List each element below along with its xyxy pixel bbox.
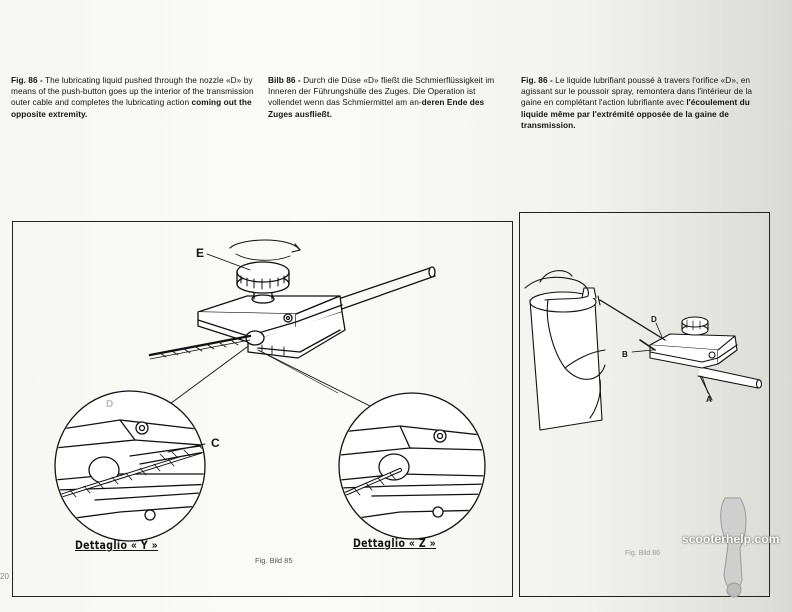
english-body: The lubricating liquid pushed through the nozzle «D» by means of the push-button goes up the interior of the transmission outer cable and completes the lubricating action bbox=[11, 75, 254, 108]
page-number: 20 bbox=[0, 572, 9, 581]
english-fig-lead: Fig. 86 - bbox=[11, 75, 43, 85]
german-body: Durch die Düse «D» fließt die Schmierflüssigkeit im Inneren der Führungshülle des Zuges. Die Operation ist vollendet wenn das Schmiermittel am an- bbox=[268, 75, 495, 108]
french-bold-tail: l'écoulement du liquide même par l'extrémité opposée de la gaine de transmission. bbox=[521, 97, 750, 130]
detail-z-drawing bbox=[339, 393, 490, 539]
part-label-d: D bbox=[651, 315, 657, 324]
detail-y-drawing bbox=[55, 391, 215, 541]
watermark-text: scooterhelp.com bbox=[682, 532, 780, 546]
german-fig-lead: Bilb 86 - bbox=[268, 75, 301, 85]
german-bold-tail: deren Ende des Zuges ausfließt. bbox=[268, 97, 485, 119]
french-body: Le liquide lubrifiant poussé à travers l'orifice «D», en agissant sur le poussoir spray, remontera dans l'intérieur de la gaine en complétant l'action lubrifiante avec bbox=[521, 75, 753, 108]
watermark-scooter-logo bbox=[721, 498, 746, 597]
english-bold-tail: coming out the opposite extremity. bbox=[11, 97, 252, 119]
part-label-c: C bbox=[211, 436, 220, 450]
french-fig-lead: Fig. 86 - bbox=[521, 75, 553, 85]
part-label-a: A bbox=[706, 395, 712, 404]
figure-86-caption: Fig. Bild 86 bbox=[625, 550, 661, 557]
detail-y-label: Dettaglio « Y » bbox=[75, 538, 159, 552]
part-label-b: B bbox=[622, 350, 628, 359]
cable-lubricator-tool-drawing bbox=[150, 240, 435, 415]
detail-z-label: Dettaglio « Z » bbox=[353, 536, 437, 550]
part-label-e: E bbox=[196, 246, 205, 260]
figure-85-caption: Fig. Bild 85 bbox=[255, 556, 293, 565]
spray-can-drawing bbox=[525, 271, 762, 430]
part-label-d-detail: D bbox=[106, 399, 114, 410]
